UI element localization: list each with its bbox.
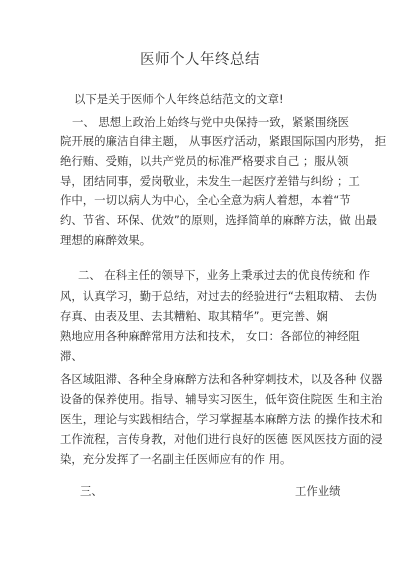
paragraph-line: 滞、 xyxy=(60,349,83,363)
section-heading: 工作业绩 xyxy=(295,484,341,498)
paragraph-line: 理想的麻醉效果。 xyxy=(60,233,152,247)
paragraph-line: 染，充分发挥了一名副主任医师应有的作 用。 xyxy=(60,452,292,466)
intro-line: 以下是关于医师个人年终总结范文的文章! xyxy=(74,92,284,106)
document-title: 医师个人年终总结 xyxy=(140,52,260,68)
paragraph-line: 作中，一切以病人为中心，全心全意为病人着想，本着“节 xyxy=(60,193,351,207)
paragraph-line: 绝行贿、受贿，以共产党员的标准严格要求自己 ；服从领 xyxy=(60,154,349,168)
paragraph-line: 各区域阻滞、各种全身麻醉方法和各种穿刺技术，以及各种 仪器 xyxy=(60,372,383,386)
paragraph-line: 设备的保养使用。指导、辅导实习医生，低年资住院医 生和主治 xyxy=(60,392,383,406)
paragraph-line: 工作流程，言传身教，对他们进行良好的医德 医风医技方面的浸 xyxy=(60,432,383,446)
paragraph-line: 风，认真学习，勤于总结，对过去的经验进行“去粗取精、 去伪 xyxy=(60,289,378,303)
paragraph-line: 约、节省、环保、优效”的原则，选择简单的麻醉方法，做 出最 xyxy=(60,213,378,227)
paragraph-line: 医生，理论与实践相结合，学习掌握基本麻醉方法 的操作技术和 xyxy=(60,412,383,426)
paragraph-line: 一、 思想上政治上始终与党中央保持一致，紧紧围绕医 xyxy=(72,115,349,129)
section-number: 三、 xyxy=(80,484,103,498)
paragraph-line: 院开展的廉洁自律主题， 从事医疗活动，紧跟国际国内形势， 拒 xyxy=(60,134,387,148)
paragraph-line: 存真、由表及里、去其糟粕、取其精华”。更完善、娴 xyxy=(60,309,328,323)
paragraph-line: 二、 在科主任的领导下，业务上秉承过去的优良传统和 作 xyxy=(78,268,371,282)
paragraph-line: 熟地应用各种麻醉常用方法和技术， 女口：各部位的神经阻 xyxy=(60,329,360,343)
paragraph-line: 导，团结同事，爱岗敬业，未发生一起医疗差错与纠纷 ；工 xyxy=(60,174,360,188)
